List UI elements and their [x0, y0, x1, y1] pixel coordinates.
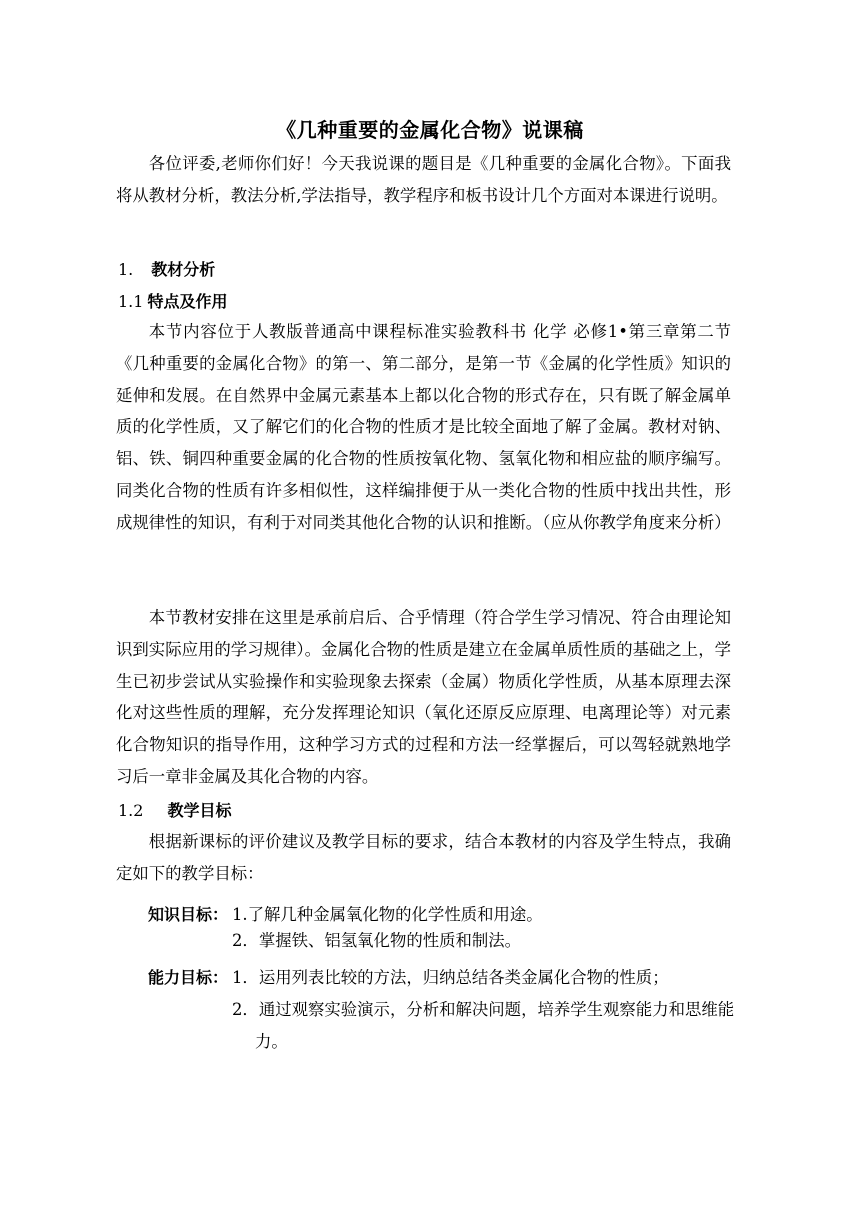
section-heading-1	[118, 258, 215, 282]
knowledge-goal-1: 1.了解几种金属氧化物的化学性质和用途。	[232, 905, 543, 924]
ability-goal-2: 2．通过观察实验演示，分析和解决问题，培养学生观察能力和思维能力。	[232, 1000, 735, 1051]
intro-paragraph: 各位评委,老师你们好！今天我说课的题目是《几种重要的金属化合物》。下面我将从教材分析，教法分析,学法指导，教学程序和板书设计几个方面对本课进行说明。	[116, 154, 731, 205]
ability-goal-1: 1．运用列表比较的方法，归纳总结各类金属化合物的性质；	[232, 968, 669, 987]
section-title: 教材分析	[151, 260, 216, 279]
knowledge-goal-2: 2．掌握铁、铝氢氧化物的性质和制法。	[232, 931, 522, 950]
ability-goals-label: 能力目标：	[148, 968, 229, 987]
body-paragraph-2: 本节教材安排在这里是承前启后、合乎情理（符合学生学习情况、符合由理论知识到实际应用的学习规律）。金属化合物的性质是建立在金属单质性质的基础之上，学生已初步尝试从实验操作和实验现象去探索（金属）物质化学性质，从基本原理去深化对这些性质的理解，充分发挥理论知识（氧化还原反应原理、电离理论等）对元素化合物知识的指导作用，这种学习方式的过程和方法一经掌握后，可以驾轻就熟地学习后一章非金属及其化合物的内容。	[116, 608, 731, 786]
section-number: 1.2	[118, 801, 144, 820]
body-paragraph-1: 本节内容位于人教版普通高中课程标准实验教科书 化学 必修1•第三章第二节 《几种重要的金属化合物》的第一、第二部分，是第一节《金属的化学性质》知识的延伸和发展。在自然界中金属元素基本上都以化合物的形式存在，只有既了解金属单质的化学性质，又了解它们的化合物的性质才是比较全面地了解了金属。教材对钠、铝、铁、铜四种重要金属的化合物的性质按氧化物、氢氧化物和相应盐的顺序编写。同类化合物的性质有许多相似性，这样编排便于从一类化合物的性质中找出共性，形成规律性的知识，有利于对同类其他化合物的认识和推断。（应从你教学角度来分析）	[116, 322, 731, 532]
section-number: 1.	[118, 260, 134, 279]
section-title: 特点及作用	[147, 292, 228, 311]
section-heading-1-2	[118, 799, 231, 823]
section-number: 1.1	[118, 292, 144, 311]
section-title: 教学目标	[167, 801, 232, 820]
knowledge-goals-label: 知识目标：	[148, 905, 229, 924]
body-paragraph-3: 根据新课标的评价建议及教学目标的要求，结合本教材的内容及学生特点，我确定如下的教学目标：	[116, 832, 731, 883]
document-title: 《几种重要的金属化合物》说课稿	[276, 118, 584, 142]
section-heading-1-1	[118, 290, 227, 314]
